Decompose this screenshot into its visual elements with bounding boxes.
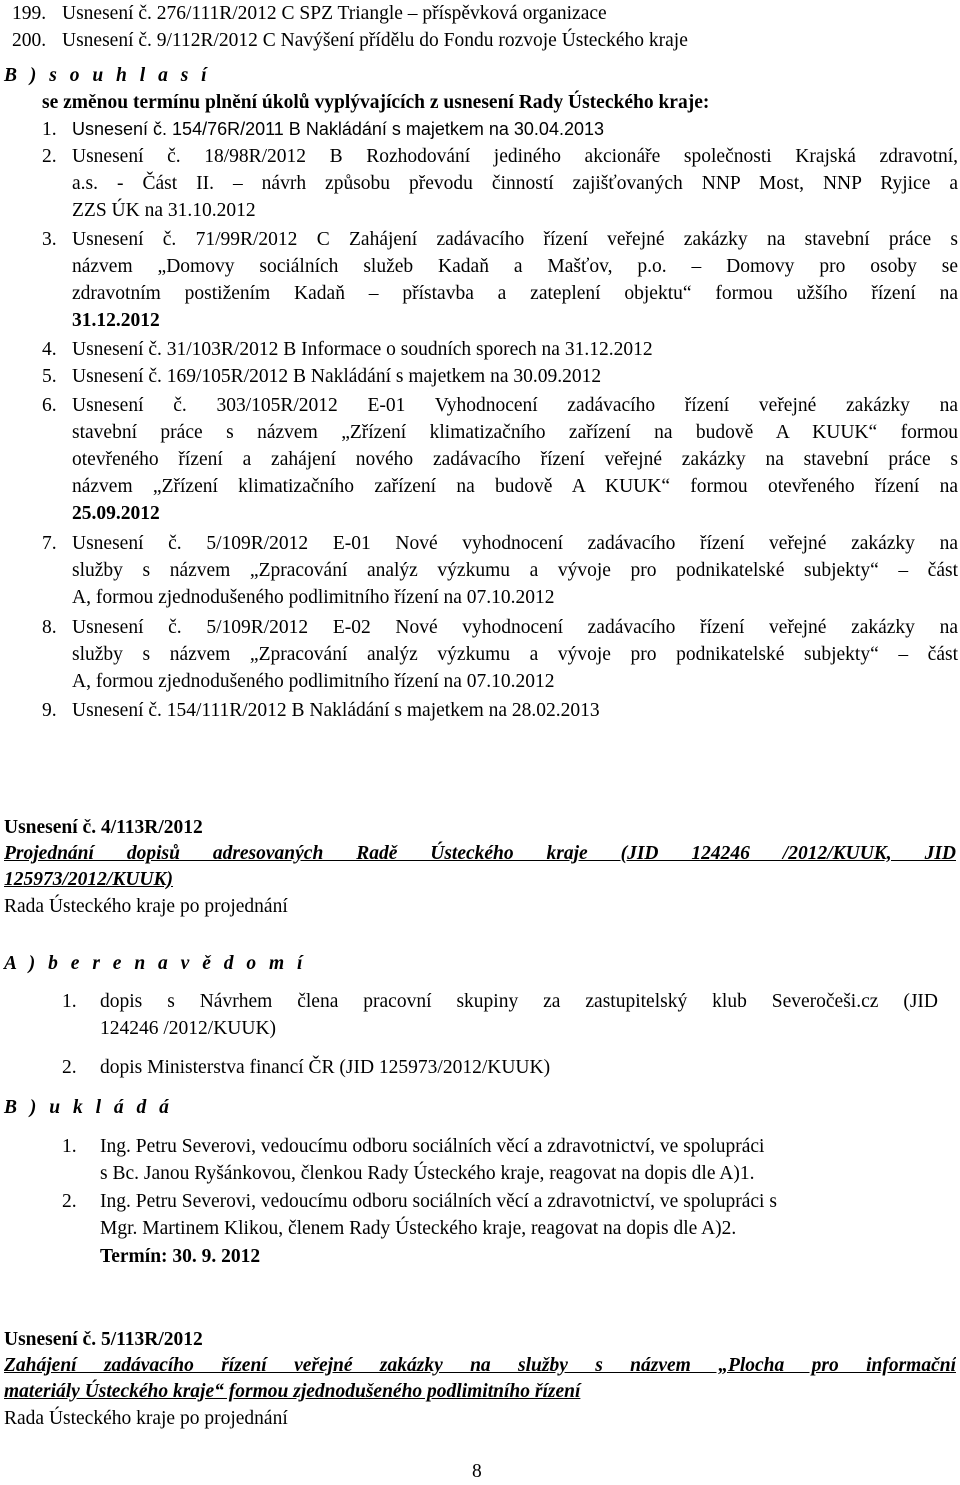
list-item-line: ZZS ÚK na 31.10.2012 <box>72 200 256 221</box>
list-item-line: názvem „Domovy sociálních služeb Kadaň a Mašťov, p.o. – Domovy pro osoby se <box>72 256 958 277</box>
page-number: 8 <box>472 1461 482 1482</box>
list-item-number: 8. <box>42 617 57 638</box>
list-item-number: 2. <box>42 146 57 167</box>
list-item: Usnesení č. 276/111R/2012 C SPZ Triangle – příspěvková organizace <box>62 3 607 24</box>
list-item-line: Usnesení č. 303/105R/2012 E-01 Vyhodnocení zadávacího řízení veřejné zakázky na <box>72 395 958 416</box>
list-item-number: 2. <box>62 1191 77 1212</box>
list-item: Usnesení č. 169/105R/2012 B Nakládání s majetkem na 30.09.2012 <box>72 366 602 387</box>
list-item-line: názvem „Zřízení klimatizačního zařízení na budově A KUUK“ formou otevřeného řízení na <box>72 476 958 497</box>
list-item-line: A, formou zjednodušeného podlimitního řízení na 07.10.2012 <box>72 671 555 692</box>
list-item-line: 25.09.2012 <box>72 503 160 524</box>
resolution-intro: Rada Ústeckého kraje po projednání <box>4 896 288 917</box>
resolution-title: Usnesení č. 5/113R/2012 <box>4 1329 203 1350</box>
list-item: dopis Ministerstva financí ČR (JID 125973/2012/KUUK) <box>100 1057 551 1078</box>
list-item-line: služby s názvem „Zpracování analýz výzkumu a vývoje pro podnikatelské subjekty“ – část <box>72 644 958 665</box>
list-item-line: otevřeného řízení a zahájení nového zadávacího řízení veřejné zakázky na stavební práce s <box>72 449 958 470</box>
list-item-line: Usnesení č. 71/99R/2012 C Zahájení zadávacího řízení veřejné zakázky na stavební práce s <box>72 229 958 250</box>
list-item-line: 31.12.2012 <box>72 310 160 331</box>
list-item: Usnesení č. 154/111R/2012 B Nakládání s majetkem na 28.02.2013 <box>72 700 600 721</box>
list-item-number: 3. <box>42 229 57 250</box>
list-item-number: 4. <box>42 339 57 360</box>
list-item-number: 200. <box>12 30 47 51</box>
list-item: Usnesení č. 154/76R/2011 B Nakládání s majetkem na 30.04.2013 <box>72 119 605 139</box>
list-item-line: Usnesení č. 5/109R/2012 E-01 Nové vyhodnocení zadávacího řízení veřejné zakázky na <box>72 533 958 554</box>
list-item-line: s Bc. Janou Ryšánkovou, členkou Rady Ústeckého kraje, reagovat na dopis dle A)1. <box>100 1163 755 1184</box>
section-heading: A ) b e r e n a v ě d o m í <box>4 953 307 974</box>
list-item-line: dopis s Návrhem člena pracovní skupiny za zastupitelský klub Severočeši.cz (JID <box>100 991 938 1012</box>
list-item-number: 9. <box>42 700 57 721</box>
list-item-number: 5. <box>42 366 57 387</box>
list-item-number: 1. <box>62 1136 77 1157</box>
section-heading: B ) s o u h l a s í <box>4 65 211 86</box>
list-item-number: 6. <box>42 395 57 416</box>
list-item-line: a.s. - Část II. – návrh způsobu převodu činností zajišťovaných NNP Most, NNP Ryjice a <box>72 173 958 194</box>
list-item-number: 1. <box>42 119 57 140</box>
resolution-title: Usnesení č. 4/113R/2012 <box>4 817 203 838</box>
list-item-line: stavební práce s názvem „Zřízení klimatizačního zařízení na budově A KUUK“ formou <box>72 422 958 443</box>
list-item-number: 7. <box>42 533 57 554</box>
resolution-subject-line: Zahájení zadávacího řízení veřejné zakázky na služby s názvem „Plocha pro informační <box>4 1355 956 1376</box>
list-item-line: Mgr. Martinem Klikou, členem Rady Ústeckého kraje, reagovat na dopis dle A)2. <box>100 1218 737 1239</box>
list-item-line: Ing. Petru Severovi, vedoucímu odboru sociálních věcí a zdravotnictví, ve spolupráci s <box>100 1191 777 1212</box>
list-item-number: 1. <box>62 991 77 1012</box>
resolution-subject-line: Projednání dopisů adresovaných Radě Ústeckého kraje (JID 124246 /2012/KUUK, JID <box>4 843 956 864</box>
list-item-line: služby s názvem „Zpracování analýz výzkumu a vývoje pro podnikatelské subjekty“ – část <box>72 560 958 581</box>
list-item-number: 199. <box>12 3 47 24</box>
resolution-intro: Rada Ústeckého kraje po projednání <box>4 1408 288 1429</box>
list-item-line: Usnesení č. 18/98R/2012 B Rozhodování jediného akcionáře společnosti Krajská zdravotní, <box>72 146 958 167</box>
section-heading: B ) u k l á d á <box>4 1097 173 1118</box>
list-item: Usnesení č. 31/103R/2012 B Informace o soudních sporech na 31.12.2012 <box>72 339 653 360</box>
list-item-line: 124246 /2012/KUUK) <box>100 1018 277 1039</box>
list-item-line: zdravotním postižením Kadaň – přístavba a zateplení objektu“ formou užšího řízení na <box>72 283 958 304</box>
section-intro: se změnou termínu plnění úkolů vyplývajících z usnesení Rady Ústeckého kraje: <box>42 92 710 113</box>
resolution-subject-line: 125973/2012/KUUK) <box>4 869 174 890</box>
deadline: Termín: 30. 9. 2012 <box>100 1246 261 1267</box>
list-item-line: Ing. Petru Severovi, vedoucímu odboru sociálních věcí a zdravotnictví, ve spolupráci <box>100 1136 765 1157</box>
list-item-line: Usnesení č. 5/109R/2012 E-02 Nové vyhodnocení zadávacího řízení veřejné zakázky na <box>72 617 958 638</box>
list-item-line: A, formou zjednodušeného podlimitního řízení na 07.10.2012 <box>72 587 555 608</box>
list-item: Usnesení č. 9/112R/2012 C Navýšení přídělu do Fondu rozvoje Ústeckého kraje <box>62 30 688 51</box>
resolution-subject-line: materiály Ústeckého kraje“ formou zjednodušeného podlimitního řízení <box>4 1381 581 1402</box>
list-item-number: 2. <box>62 1057 77 1078</box>
